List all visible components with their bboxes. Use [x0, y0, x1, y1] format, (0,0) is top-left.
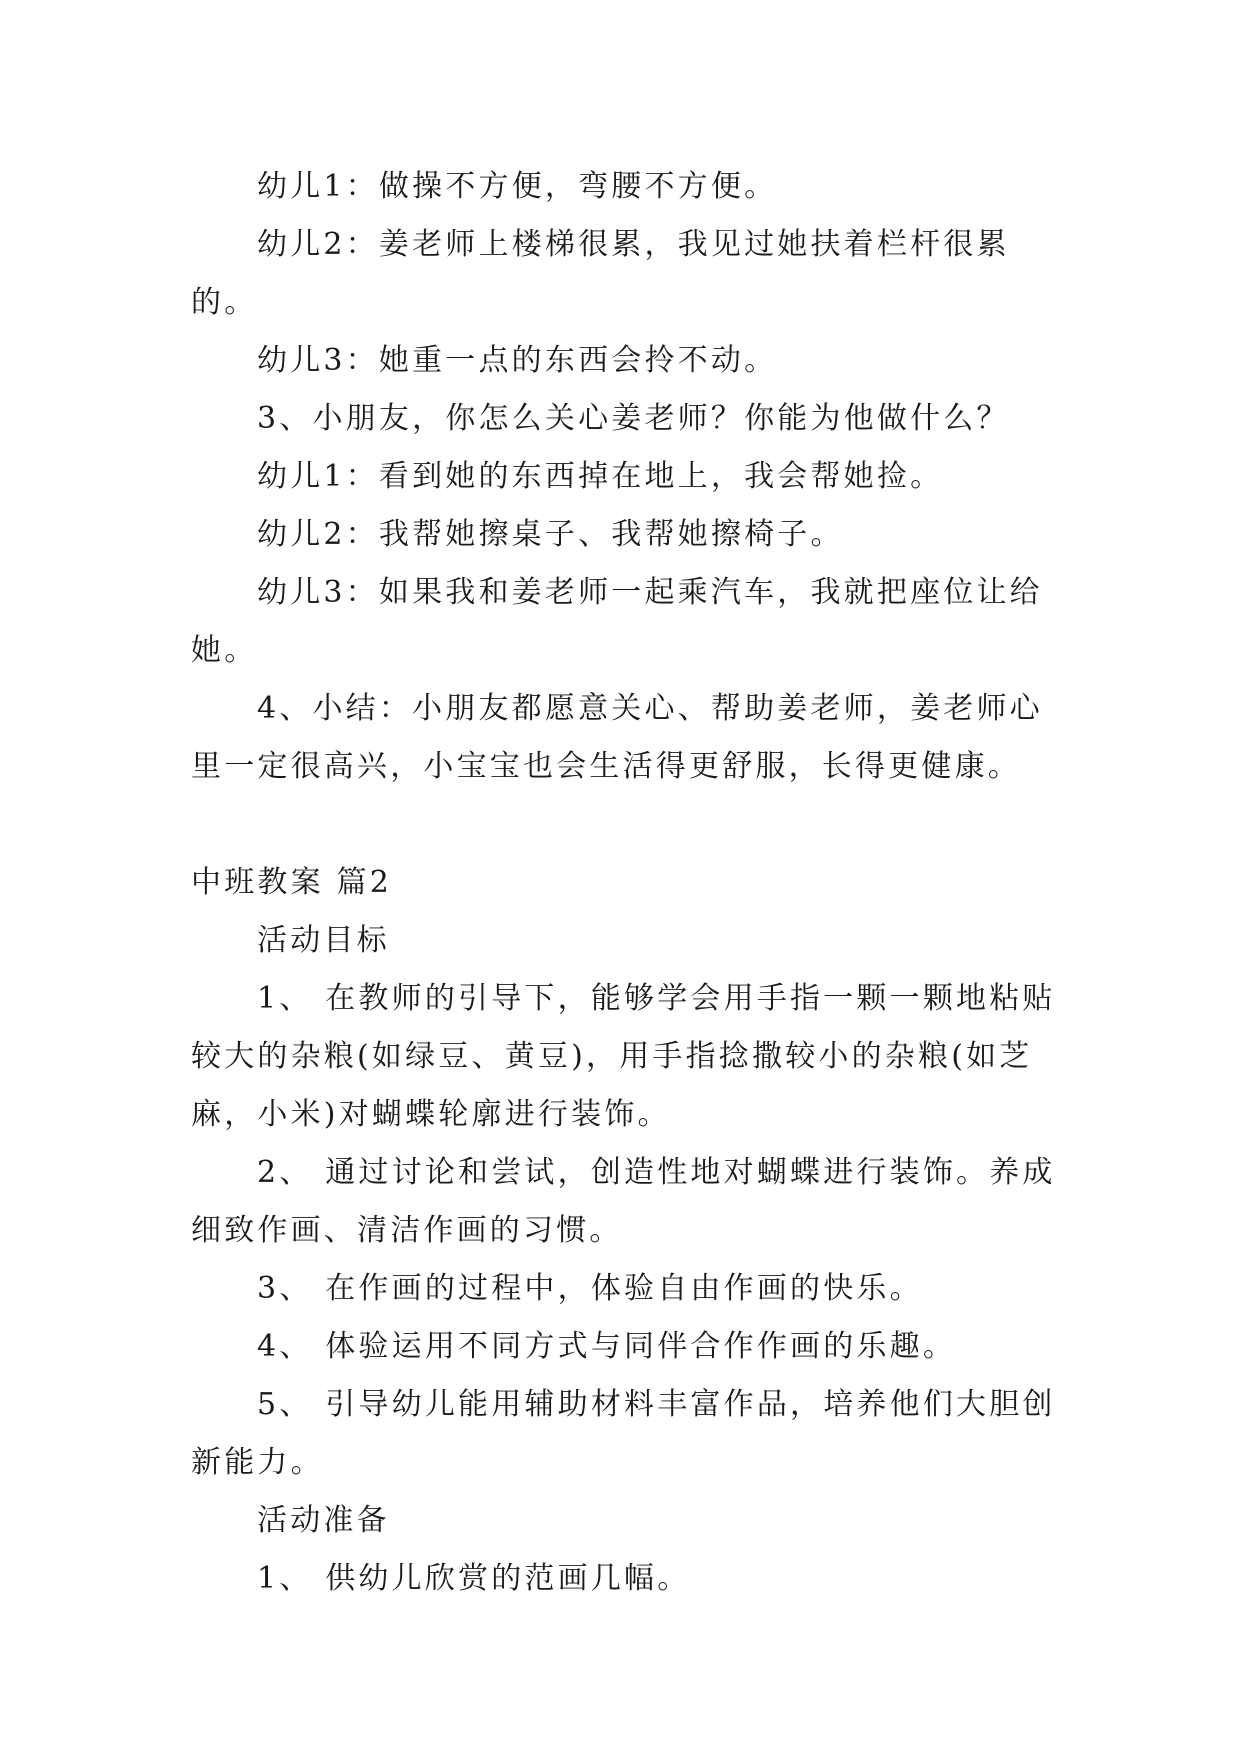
activity-prep-heading: 活动准备: [257, 1503, 390, 1538]
activity-prep-item: 1、 供幼儿欣赏的范画几幅。: [257, 1561, 691, 1596]
activity-goal-item: 4、 体验运用不同方式与同伴合作作画的乐趣。: [257, 1329, 957, 1364]
dialogue-paragraph: 幼儿1：看到她的东西掉在地上，我会帮她捡。: [257, 459, 944, 494]
section-title: 中班教案 篇2: [191, 865, 393, 900]
dialogue-paragraph: 幼儿3：她重一点的东西会拎不动。: [257, 343, 778, 378]
activity-goals-heading: 活动目标: [257, 923, 390, 958]
dialogue-paragraph: 幼儿2：姜老师上楼梯很累，我见过她扶着栏杆很累的。: [191, 227, 1010, 320]
dialogue-paragraph: 幼儿3：如果我和姜老师一起乘汽车，我就把座位让给她。: [191, 575, 1043, 668]
activity-goal-item: 3、 在作画的过程中，体验自由作画的快乐。: [257, 1271, 923, 1306]
question-paragraph: 3、小朋友，你怎么关心姜老师？你能为他做什么？: [257, 401, 1010, 436]
document-body: [191, 158, 1061, 1608]
dialogue-paragraph: 幼儿1：做操不方便，弯腰不方便。: [257, 169, 778, 204]
activity-goal-item: 5、 引导幼儿能用辅助材料丰富作品，培养他们大胆创新能力。: [191, 1387, 1056, 1480]
activity-goal-item: 1、 在教师的引导下，能够学会用手指一颗一颗地粘贴较大的杂粮(如绿豆、黄豆)，用手指捻撒较小的杂粮(如芝麻，小米)对蝴蝶轮廓进行装饰。: [191, 981, 1056, 1132]
activity-goal-item: 2、 通过讨论和尝试，创造性地对蝴蝶进行装饰。养成细致作画、清洁作画的习惯。: [191, 1155, 1056, 1248]
dialogue-paragraph: 幼儿2：我帮她擦桌子、我帮她擦椅子。: [257, 517, 844, 552]
summary-paragraph: 4、小结：小朋友都愿意关心、帮助姜老师，姜老师心里一定很高兴，小宝宝也会生活得更舒服，长得更健康。: [191, 691, 1043, 784]
